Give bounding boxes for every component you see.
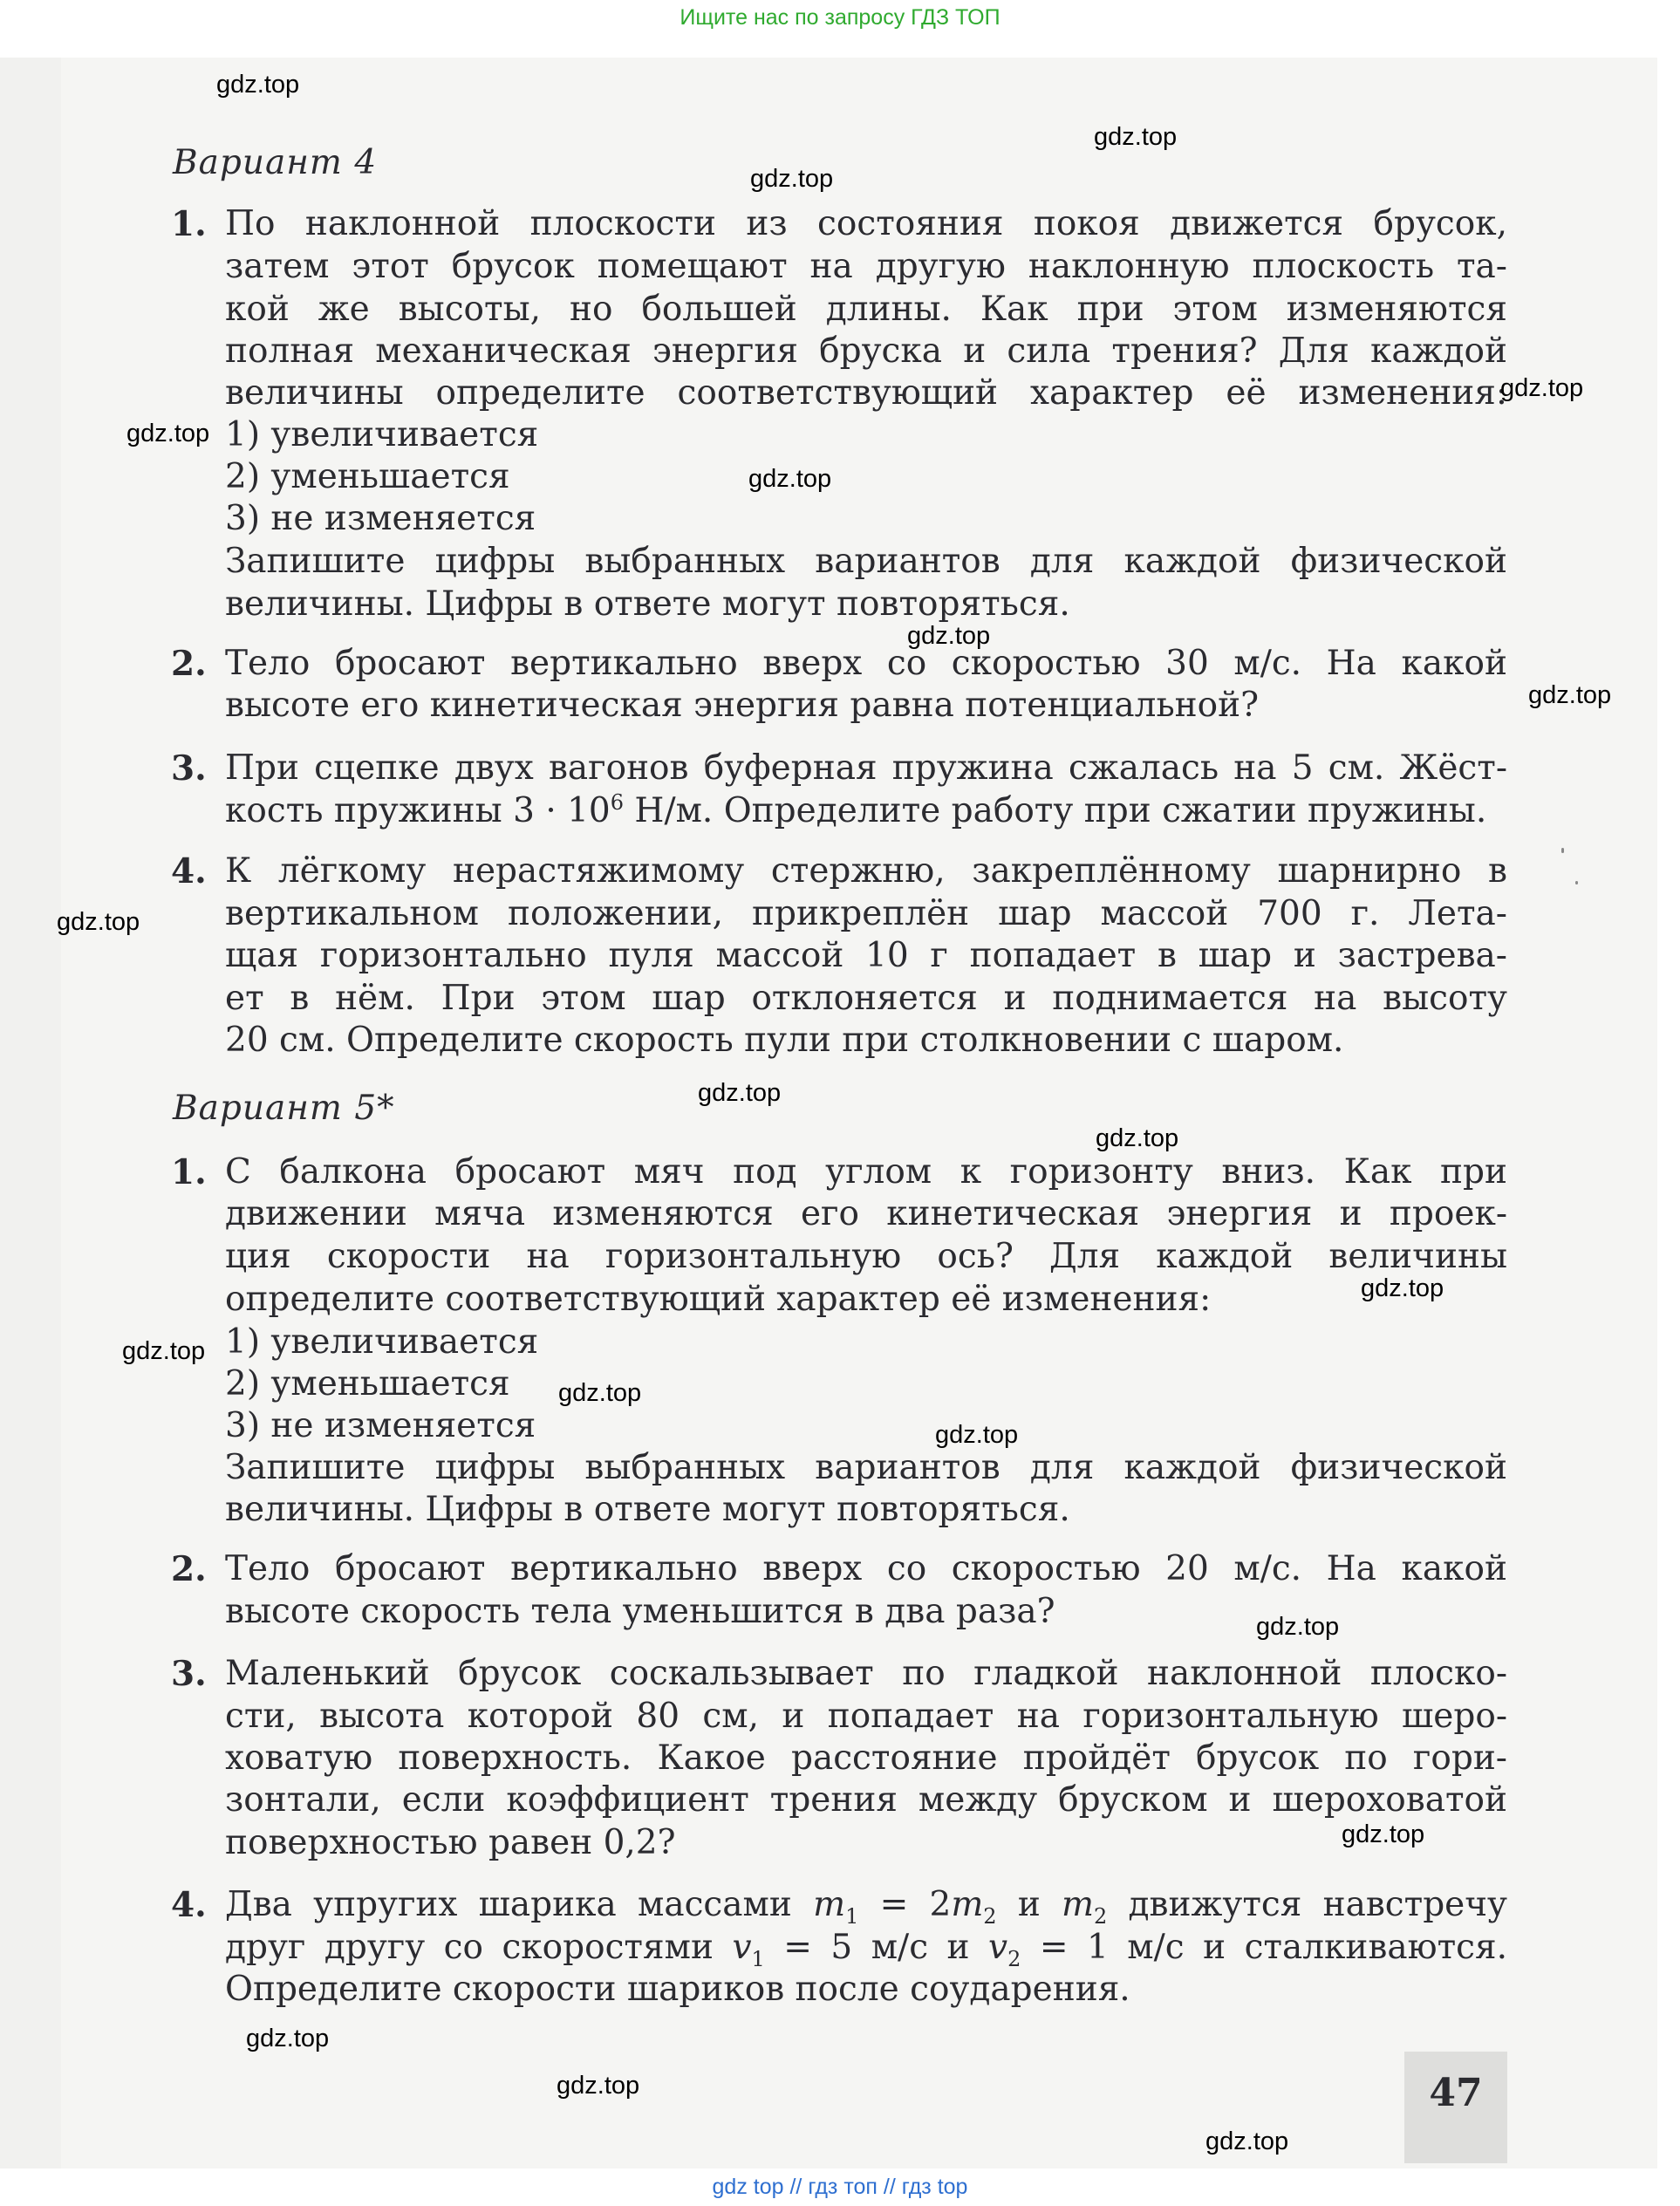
watermark: gdz.top (698, 1079, 782, 1107)
v4-q4-line: ет в нём. При этом шар отклоняется и поднимается на высоту (225, 979, 1507, 1018)
v5-q4-sub: 1 (845, 1903, 859, 1929)
v5-q4-var-v: v (732, 1928, 752, 1967)
watermark: gdz.top (126, 420, 210, 447)
page-number: 47 (1429, 2071, 1483, 2115)
watermark: gdz.top (907, 622, 991, 650)
watermark: gdz.top (935, 1421, 1019, 1449)
watermark: gdz.top (122, 1337, 206, 1365)
v5-q4-var-m: m (813, 1885, 846, 1924)
v5-q4-text: = 5 м/с и (764, 1928, 989, 1967)
watermark: gdz.top (246, 2025, 330, 2052)
v5-q4-text: Два упругих шарика массами (225, 1885, 814, 1924)
v4-q1-tail: величины. Цифры в ответе могут повторяться. (225, 584, 1070, 624)
watermark: gdz.top (748, 465, 832, 493)
scan-speck (1561, 848, 1564, 853)
v4-q1-line: полная механическая энергия бруска и сила трения? Для каждой (225, 331, 1507, 371)
v4-q4-line: 20 см. Определите скорость пули при столкновении с шаром. (225, 1021, 1344, 1060)
v5-q2-number: 2. (171, 1549, 207, 1589)
v4-q3-line2-a: кость пружины 3 · 10 (225, 791, 611, 830)
watermark: gdz.top (57, 908, 140, 936)
v5-q4-var-m: m (1062, 1885, 1095, 1924)
v4-q4-number: 4. (171, 851, 207, 891)
v5-q1-tail: величины. Цифры в ответе могут повторяться. (225, 1490, 1070, 1529)
v5-q4-sub: 2 (983, 1903, 997, 1929)
watermark: gdz.top (216, 71, 300, 99)
v4-q3-line2 (225, 790, 1486, 832)
v4-q4-line: К лёгкому нерастяжимому стержню, закреплённому шарнирно в (225, 851, 1507, 891)
watermark: gdz.top (750, 165, 834, 193)
v5-q1-line: движении мяча изменяются его кинетическая энергия и проек- (225, 1194, 1507, 1233)
watermark: gdz.top (1256, 1613, 1340, 1641)
v4-q2-line: Тело бросают вертикально вверх со скоростью 30 м/с. На какой (225, 644, 1507, 683)
v4-q3-line: При сцепке двух вагонов буферная пружина сжалась на 5 см. Жёст- (225, 748, 1507, 788)
watermark: gdz.top (1361, 1274, 1444, 1302)
v4-q1-line: затем этот брусок помещают на другую наклонную плоскость та- (225, 247, 1507, 286)
v5-q1-option: 1) увеличивается (225, 1322, 539, 1362)
variant-5-title: Вариант 5* (173, 1089, 395, 1128)
v5-q4-text: и (996, 1885, 1062, 1924)
v5-q2-line: Тело бросают вертикально вверх со скоростью 20 м/с. На какой (225, 1549, 1507, 1588)
v5-q4-text: друг другу со скоростями (225, 1928, 733, 1967)
watermark: gdz.top (1096, 1124, 1179, 1152)
v5-q1-option: 3) не изменяется (225, 1406, 536, 1445)
v4-q1-line: величины определите соответствующий характер её изменения: (225, 373, 1507, 413)
watermark: gdz.top (558, 1379, 642, 1407)
v5-q1-line: ция скорости на горизонтальную ось? Для каждой величины (225, 1237, 1507, 1276)
v5-q4-sub: 2 (1094, 1903, 1108, 1929)
watermark: gdz.top (1094, 123, 1178, 151)
v5-q4-line3: Определите скорости шариков после соударения. (225, 1970, 1130, 2009)
v5-q1-option: 2) уменьшается (225, 1364, 510, 1404)
v5-q2-line: высоте скорость тела уменьшится в два раза? (225, 1592, 1055, 1631)
top-banner[interactable]: Ищите нас по запросу ГДЗ ТОП (680, 5, 1000, 30)
v5-q4-sub: 2 (1007, 1946, 1021, 1971)
v5-q4-text: = 1 м/с и сталкиваются. (1021, 1928, 1507, 1967)
v4-q1-tail: Запишите цифры выбранных вариантов для каждой физической (225, 542, 1507, 581)
v5-q3-line: сти, высота которой 80 см, и попадает на горизонтальную шеро- (225, 1697, 1507, 1736)
v5-q4-line2 (225, 1927, 1507, 1969)
v5-q3-line: зонтали, если коэффициент трения между бруском и шероховатой (225, 1780, 1507, 1820)
v5-q4-text: движутся навстречу (1107, 1885, 1507, 1924)
v4-q1-number: 1. (171, 204, 207, 244)
variant-4-title: Вариант 4 (173, 143, 378, 182)
v5-q4-text: = 2 (858, 1885, 952, 1924)
v5-q4-sub: 1 (751, 1946, 765, 1971)
v5-q3-line: ховатую поверхность. Какое расстояние пройдёт брусок по гори- (225, 1738, 1507, 1778)
page-number-box (1404, 2052, 1507, 2163)
v4-q2-line: высоте его кинетическая энергия равна потенциальной? (225, 686, 1260, 725)
v4-q1-line: кой же высоты, но большей длины. Как при этом изменяются (225, 290, 1507, 329)
watermark: gdz.top (1205, 2127, 1289, 2155)
v5-q4-var-m: m (951, 1885, 984, 1924)
v4-q2-number: 2. (171, 644, 207, 684)
v4-q1-option: 1) увеличивается (225, 415, 539, 454)
v5-q3-line: Маленький брусок соскальзывает по гладкой наклонной плоско- (225, 1654, 1507, 1693)
watermark: gdz.top (1528, 681, 1612, 709)
v4-q3-line2-b: Н/м. Определите работу при сжатии пружины. (624, 791, 1487, 830)
v5-q1-line: определите соответствующий характер её изменения: (225, 1280, 1212, 1319)
v5-q3-number: 3. (171, 1654, 207, 1694)
v5-q3-line: поверхностью равен 0,2? (225, 1823, 676, 1862)
v5-q1-line: С балкона бросают мяч под углом к горизонту вниз. Как при (225, 1152, 1507, 1192)
v4-q4-line: щая горизонтально пуля массой 10 г попадает в шар и застрева- (225, 936, 1507, 975)
v5-q4-line1 (225, 1884, 1507, 1929)
v5-q4-number: 4. (171, 1885, 207, 1925)
v5-q1-tail: Запишите цифры выбранных вариантов для каждой физической (225, 1448, 1507, 1487)
v4-q1-option: 2) уменьшается (225, 457, 510, 496)
v4-q1-line: По наклонной плоскости из состояния покоя движется брусок, (225, 204, 1507, 243)
watermark: gdz.top (1500, 374, 1584, 402)
v4-q1-option: 3) не изменяется (225, 499, 536, 538)
watermark: gdz.top (1342, 1820, 1425, 1848)
v5-q4-var-v: v (988, 1928, 1008, 1967)
footer-links[interactable]: gdz top // гдз топ // гдз top (712, 2175, 968, 2199)
watermark: gdz.top (557, 2072, 640, 2100)
v5-q1-number: 1. (171, 1152, 207, 1192)
v4-q3-number: 3. (171, 748, 207, 789)
v4-q4-line: вертикальном положении, прикреплён шар массой 700 г. Лета- (225, 894, 1507, 933)
scan-speck (1575, 881, 1578, 884)
v4-q3-exponent: 6 (610, 790, 625, 815)
